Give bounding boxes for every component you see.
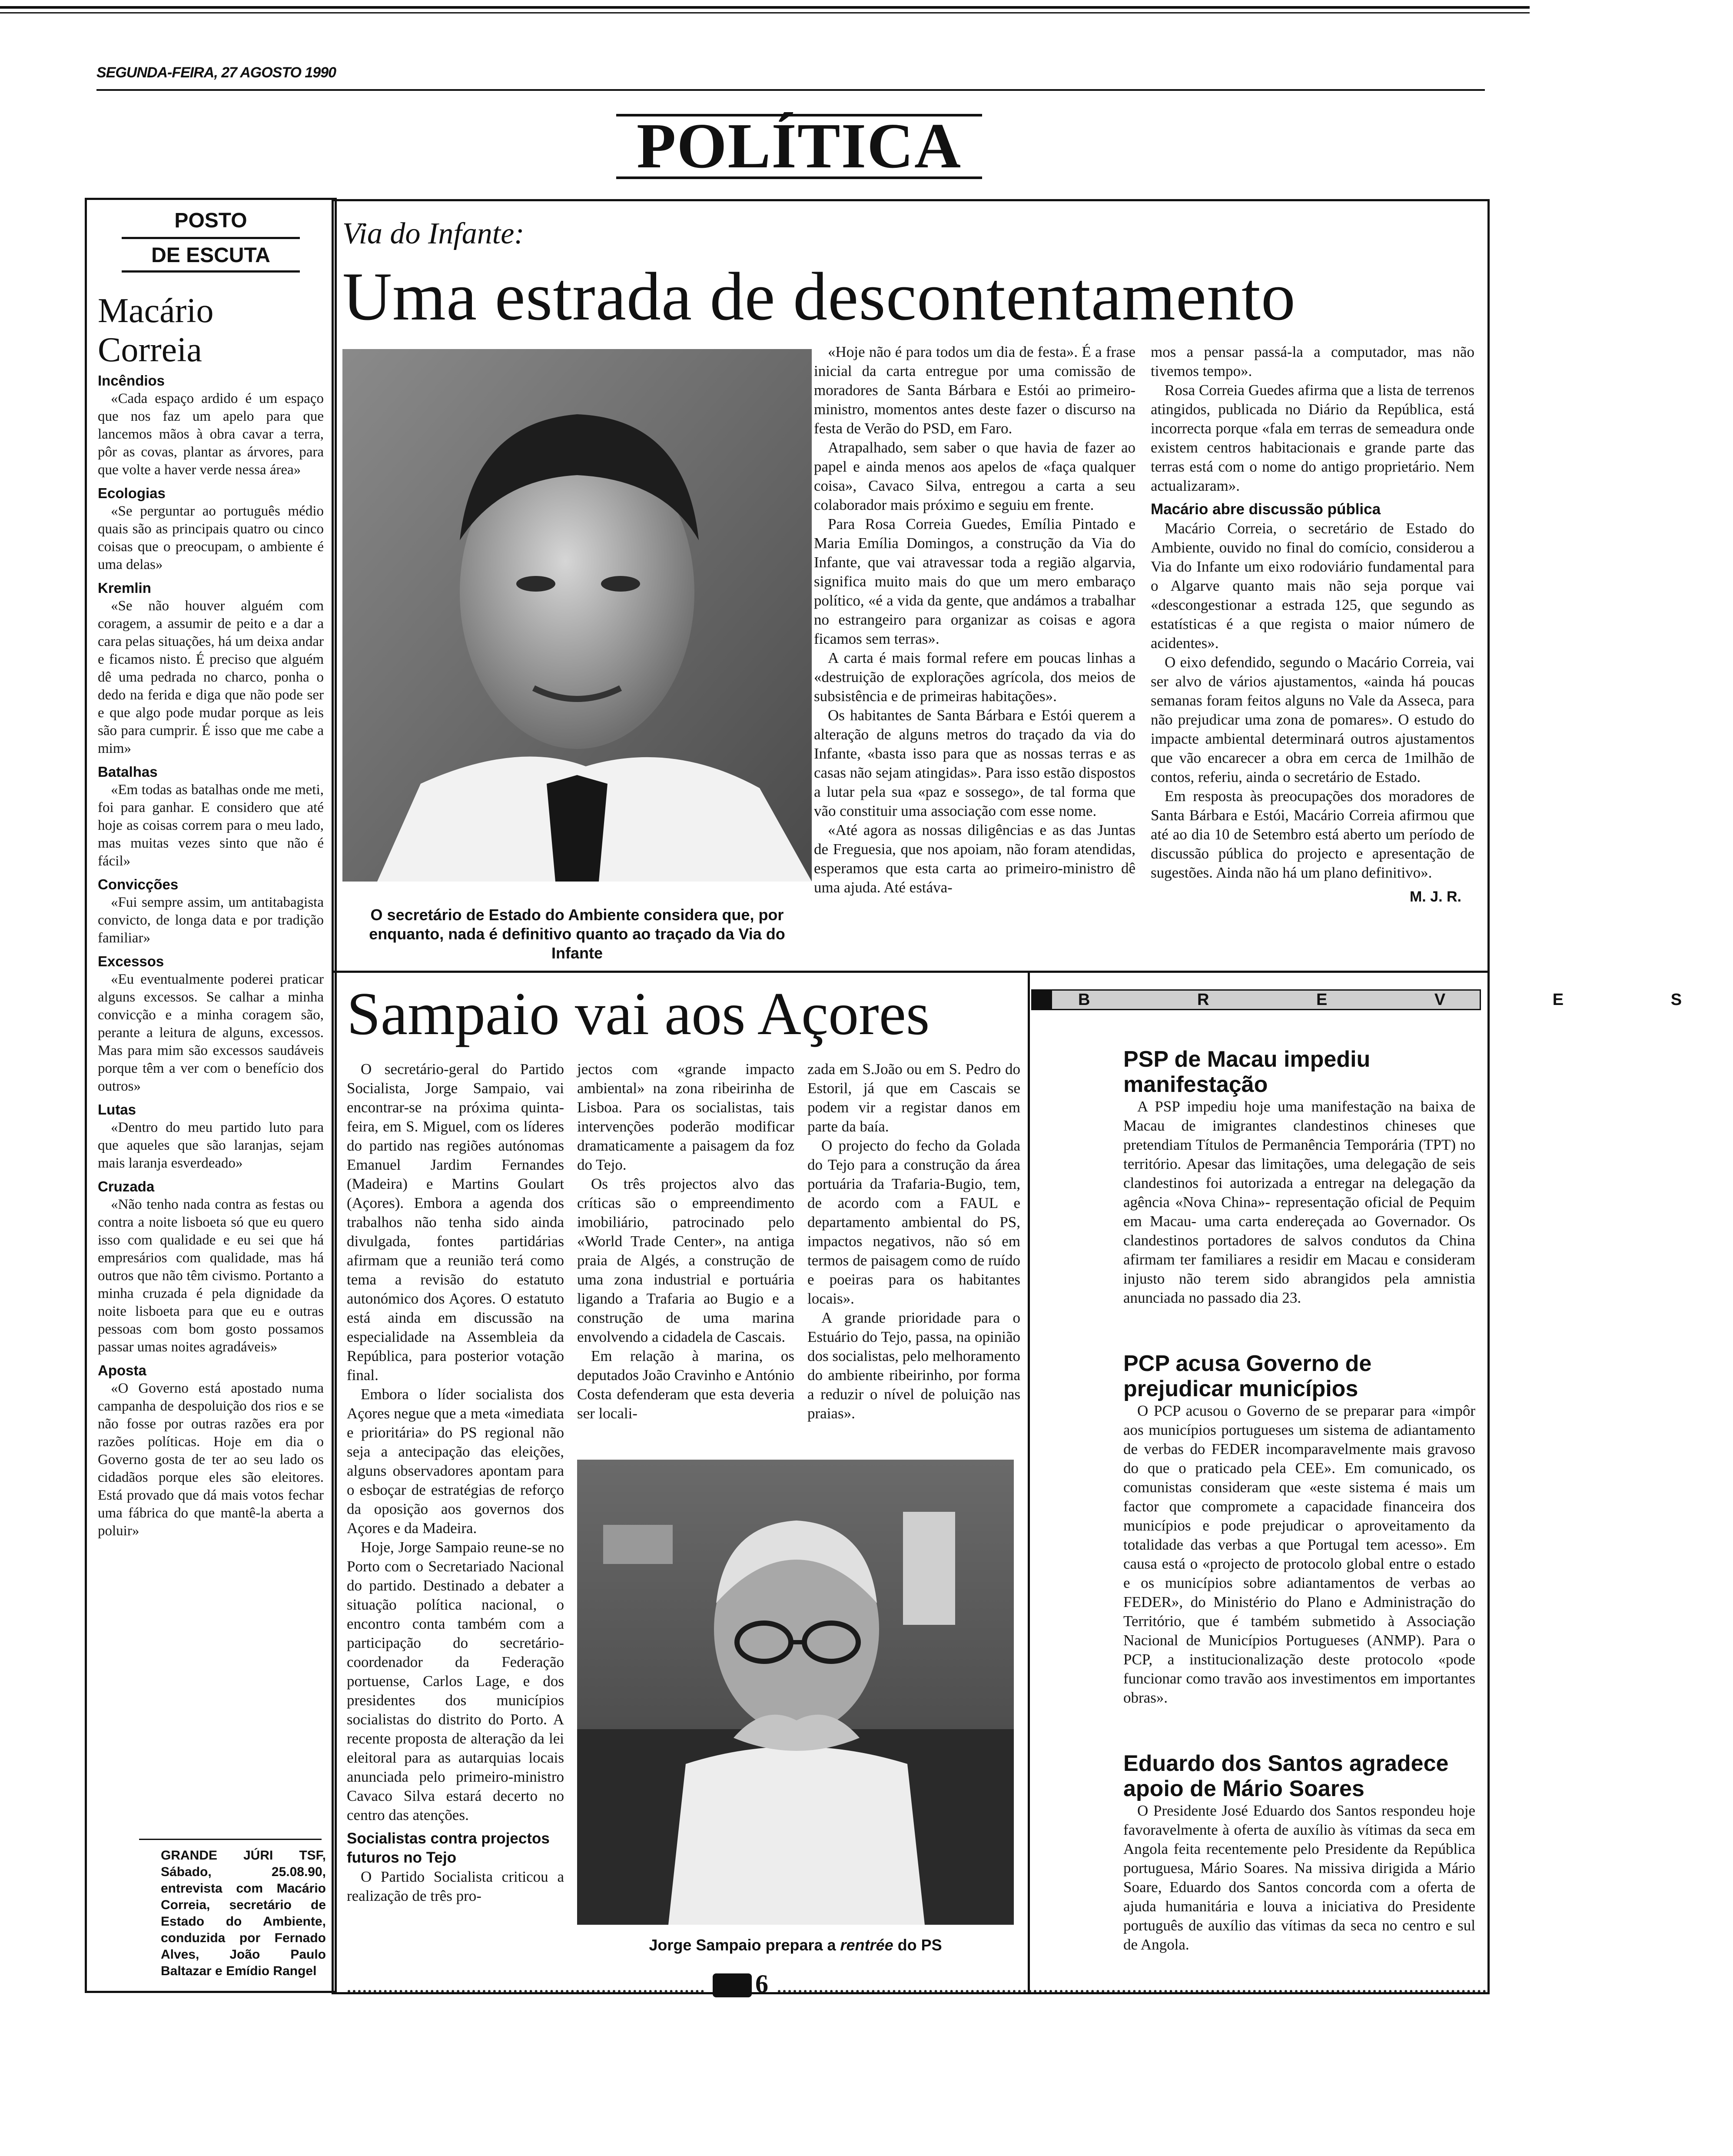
interviewee-name: Macário Correia [98,292,214,369]
article-subhead: Macário abre discussão pública [1151,501,1381,518]
breves-list [1123,1047,1475,1954]
breve-item: PCP acusa Governo de prejudicar municípios O PCP acusou o Governo de se preparar para «impôr aos municípios portugueses um sistema de adiantamento de verbas do FEDER incomparavelmente mais gravoso do que o praticado pela CEE». Em comunicado, os comunistas consideram que «este sistema é mais um factor que compromete a capacidade financeira dos municípios e pode prejudicar o aproveitamento da totalidade das verbas a que Portugal tem acesso». Em causa está o «projecto de protocolo global entre o estado e os municípios sobre adiantamentos de verbas ao FEDER», do Ministério do Plano e Administração do Território, que é também submetido à Associação Nacional de Municípios Portugueses (ANMP). Para o PCP, a institucionalização deste protocolo «pode funcionar como travão aos investimentos em importantes obras». [1123,1351,1475,1706]
breves-marker [1031,989,1052,1010]
quotes-list [98,372,324,1540]
posto-credit-rule [139,1839,322,1840]
footer-dots-right [778,1990,1486,1993]
quote-item: Batalhas «Em todas as batalhas onde me meti, foi para ganhar. E considero que até hoje as coisas correm para o meu lado, mas muitas vezes sinto que não é fácil» [98,764,324,869]
quote-item: Cruzada «Não tenho nada contra as festas ou contra a noite lisboeta só que eu quero isso com qualidade e eu sei que há empresários com qualidade, mas há outros que não têm civismo. Portanto a minha cruzada é pela dignidade da noite lisboeta para que eu e outras pessoas com bom gosto possamos passar umas noites agradáveis» [98,1178,324,1355]
sampaio-headline: Sampaio vai aos Açores [347,980,930,1048]
article-col-1: «Hoje não é para todos um dia de festa». É a frase inicial da carta entregue por uma comissão de moradores de Santa Bárbara e Estói ao primeiro-ministro, momentos antes deste fazer o discurso na festa de Verão do PSD, em Faro. Atrapalhado, sem saber o que havia de fazer ao papel e ainda menos aos apelos de «faça qualquer coisa», Cavaco Silva, entregou a carta a seu colaborador mais próximo e seguiu em frente. Para Rosa Correia Guedes, Emília Pintado e Maria Emília Domingos, a construção da Via do Infante, que vai atravessar toda a região algarvia, significa muito mais do que um mero embaraço político, «é a vida da gente, que andámos a trabalhar no estrangeiro para organizar as coisas e agora ficamos sem terras». A carta é mais formal refere em poucas linhas a «destruição de explorações agrícola, dos meios de subsistência e de primeiras habitações». Os habitantes de Santa Bárbara e Estói querem a alteração de alguns metros do traçado da via do Infante, «basta isso para que as nossas terras e as casas não sejam atingidas». Para isso estão dispostos a lutar pela sua «paz e sossego», de tal forma que vão constituir uma associação com esse nome. «Até agora as nossas diligências e as das Juntas de Freguesia, que nos apoiam, não foram atendidas, esperamos que esta carta ao primeiro-ministro dê uma ajuda. Até estáva- [814,343,1135,896]
posto-subtitle: DE ESCUTA [151,244,270,267]
quote-item: Lutas «Dentro do meu partido luto para que aqueles que são laranjas, sejam mais laranja esverdeado» [98,1101,324,1171]
header-rule [96,89,1485,91]
photo-jorge-sampaio [577,1460,1014,1925]
article-via-do-infante [332,199,1490,973]
quote-item: Ecologias «Se perguntar ao português médio quais são as principais quatro ou cinco coisas que o preocupam, o ambiente é uma delas» [98,485,324,572]
posto-title: POSTO [174,209,247,232]
section-title: POLÍTICA [616,114,982,179]
article-sampaio [332,973,1030,1994]
posto-rule-2 [122,270,300,273]
posto-rule-1 [122,237,300,239]
sampaio-subhead: Socialistas contra projectos futuros no Tejo [347,1830,550,1866]
article-col-2: mos a pensar passá-la a computador, mas não tivemos tempo». Rosa Correia Guedes afirma que a lista de terrenos atingidos, publicada no Diário da República, está incorrecta porque «fala em terras de semeadura onde existem centros habitacionais e grande parte das terras está com o nome do antigo proprietário. Nem actualizaram». Macário abre discussão pública Macário Correia, o secretário de Estado do Ambiente, ouvido no final do comício, considerou a Via do Infante um eixo rodoviário fundamental para o Algarve quanto mais não seja porque vai «descongestionar a estrada 125, que segundo as estatísticas é a que regista o maior número de acidentes». O eixo defendido, segundo o Macário Correia, vai ser alvo de vários ajustamentos, «ainda há poucas semanas foram feitos alguns no Vale da Asseca, para não prejudicar uma zona de pomares». O estudo do impacte ambiental determinará outros ajustamentos que vão encarecer a obra em cerca de 1milhão de contos, referiu, ainda o secretário de Estado. Em resposta às preocupações dos moradores de Santa Bárbara e Estói, Macário Correia afirmou que até ao dia 10 de Setembro está aberto um período de discussão pública do projecto e apresentação de sugestões. Ainda não há um plano definitivo». M. J. R. [1151,343,1474,905]
quote-item: Aposta «O Governo está apostado numa campanha de despoluição dos rios e se não fosse por outras razões era por razões políticas. Hoje em dia o Governo gosta de ter ao seu lado os cidadãos porque eles são eleitores. Está provado que dá mais votos fechar uma fábrica do que mantê-la aberta a poluir» [98,1362,324,1539]
footer-dots-left [348,1990,704,1993]
footer-logo-icon [713,1973,752,1997]
article-headline: Uma estrada de descontentamento [342,259,1296,335]
quote-item: Incêndios «Cada espaço ardido é um espaço que nos faz um apelo para que lancemos mãos à obra cavar a terra, pôr as covas, plantar as árvores, para que volte a haver verde nessa área» [98,373,324,478]
article-author: M. J. R. [1409,888,1461,905]
breves-banner [1038,989,1733,1010]
breve-item: Eduardo dos Santos agradece apoio de Mário Soares O Presidente José Eduardo dos Santos respondeu hoje favoravelmente à oferta de auxílio às vítimas da seca em Angola feita recentemente pelo Presidente da República portuguesa, Mário Soares. Na missiva dirigida a Mário Soare, Eduardo dos Santos concorda com a oferta de ajuda humanitária e louva a iniciativa do Presidente português de auxílio das vítimas da seca no centro e sul de Angola. [1123,1751,1475,1953]
breve-item: PSP de Macau impediu manifestação A PSP impediu hoje uma manifestação na baixa de Macau de imigrantes clandestinos chineses que pretendiam Títulos de Permanência Temporária (TPT) no território. Apesar das limitações, uma delegação de seis clandestinos foi autorizada a entregar na delegação da agência «Nova China»- representação oficial de Pequim em Macau- uma carta endereçada ao Governador. Os clandestinos portadores de salvos condutos da China afirmam ter familiares a residir em Macau e consideram injusto não terem sido abrangidos pela amnistia anunciada no passado dia 23. [1123,1047,1475,1306]
posto-de-escuta-column [85,198,337,1993]
breves-label: B R E V E S [1078,991,1733,1009]
portrait-image [342,349,812,882]
quote-item: Kremlin «Se não houver alguém com coragem, a assumir de peito e a dar a cara pelas situações, há um deixa andar e ficamos nisto. É preciso que alguém dê uma pedrada no charco, ponha o dedo na ferida e diga que não pode ser e que algo pode mudar porque as leis são para cumprir. É isso que me cabe a mim» [98,580,324,756]
sampaio-col-2: jectos com «grande impacto ambiental» na zona ribeirinha de Lisboa. Para os socialistas, tais intervenções poderão modificar dramaticamente a paisagem da foz do Tejo. Os três projectos alvo das críticas são o empreendimento imobiliário, patrocinado pelo «World Trade Center», na antiga praia de Algés, a construção de uma zona industrial e portuária ligando a Trafaria ao Bugio e a construção de uma marina envolvendo a cidadela de Cascais. Em relação à marina, os deputados João Cravinho e António Costa defenderam que esta deveria ser locali- [577,1061,794,1422]
top-rule-2 [0,12,1530,13]
sampaio-col-1: O secretário-geral do Partido Socialista, Jorge Sampaio, vai encontrar-se na próxima quinta-feira, em S. Miguel, com os líderes do partido nas regiões autónomas Emanuel Jardim Fernandes (Madeira) e Martins Goulart (Açores). Embora a agenda dos trabalhos não tenha sido ainda divulgada, fontes partidárias afirmam que a reunião terá como tema a revisão do estatuto autonómico dos Açores. O estatuto está ainda em discussão na especialidade na Assembleia da República, para posterior votação final. Embora o líder socialista dos Açores negue que a meta «imediata e prioritária» do PS regional não seja a antecipação das eleições, alguns observadores apontam para o esboçar de estratégias de reforço da oposição aos governos dos Açores e da Madeira. Hoje, Jorge Sampaio reune-se no Porto com o Secretariado Nacional do partido. Destinado a debater a situação política nacional, o encontro conta também com a participação do secretário-coordenador da Federação portuense, Carlos Lage, e dos presidentes dos municípios socialistas do distrito do Porto. A recente proposta de alteração da lei eleitoral para as autarquias locais anunciada pelo primeiro-ministro Cavaco Silva estará decerto no centro das atenções. Socialistas contra projectos futuros no Tejo O Partido Socialista criticou a realização de três pro- [347,1061,564,1904]
photo-caption: O secretário de Estado do Ambiente considera que, por enquanto, nada é definitivo quanto ao traçado da Via do Infante [369,906,785,962]
sampaio-photo-caption: Jorge Sampaio prepara a rentrée do PS [649,1936,942,1954]
page-number: 6 [755,1970,768,1998]
quote-item: Excessos «Eu eventualmente poderei praticar alguns excessos. Se calhar a minha convicção e a minha coragem são, perante a leitura de alguns, excessos. Mas para mim são excessos saudáveis porque têm a ver com o benefício dos outros» [98,953,324,1094]
breves-box [1030,973,1733,1994]
interview-credit: GRANDE JÚRI TSF, Sábado, 25.08.90, entrevista com Macário Correia, secretário de Estado do Ambiente, conduzida por Fernado Alves, João Paulo Baltazar e Emídio Rangel [161,1848,326,1978]
article-kicker: Via do Infante: [342,217,525,250]
top-rule-1 [0,6,1530,9]
page-date: SEGUNDA-FEIRA, 27 AGOSTO 1990 [96,64,336,81]
sampaio-col-3: zada em S.João ou em S. Pedro do Estoril, já que em Cascais se podem vir a registar danos em parte da baía. O projecto do fecho da Golada do Tejo para a construção da área portuária da Trafaria-Bugio, tem, de acordo com a FAUL e departamento ambiental do PS, impactos negativos, não só em termos de paisagem como de ruído e poeiras para os habitantes locais». A grande prioridade para o Estuário do Tejo, passa, na opinião dos socialistas, pelo melhoramento do ambiente ribeirinho, por forma a reduzir o nível de poluição nas praias». [807,1061,1020,1422]
sampaio-portrait-image [577,1460,1014,1925]
photo-macario-correia [342,349,812,882]
quote-item: Convicções «Fui sempre assim, um antitabagista convicto, de longa data e por tradição familiar» [98,876,324,946]
